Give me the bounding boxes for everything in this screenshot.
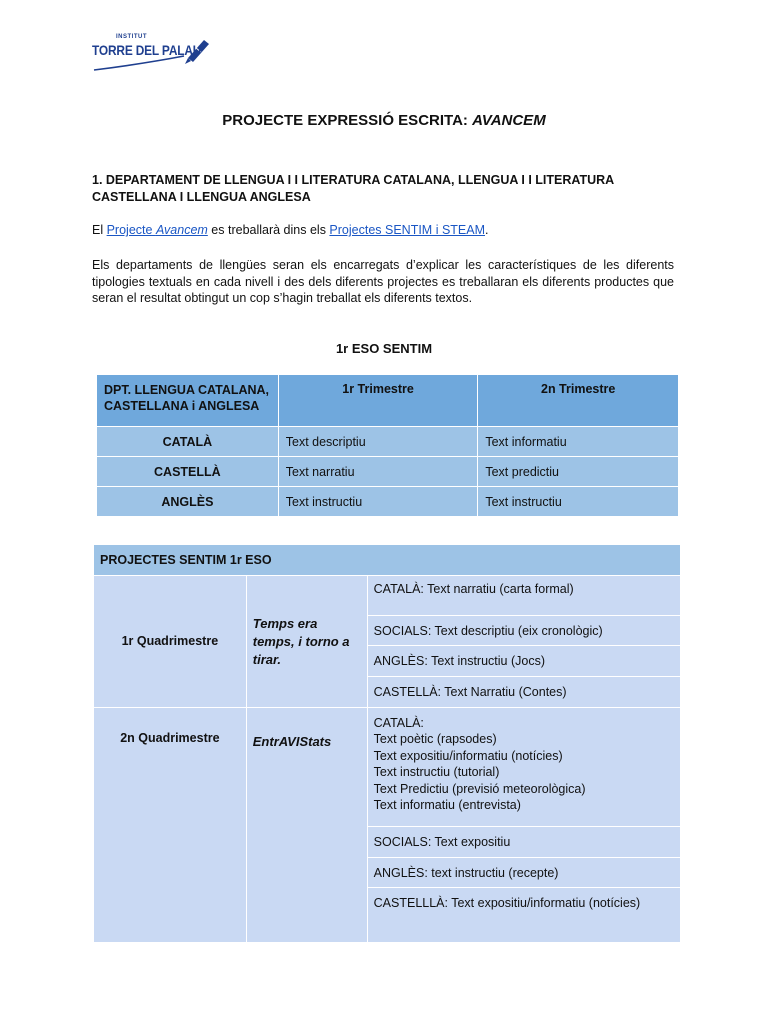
table-row [97, 457, 679, 487]
q1-project-cell [246, 576, 367, 708]
table-row [94, 576, 681, 616]
link1-prefix: Projecte [106, 223, 156, 237]
q1-project: Temps era temps, i torno a tirar. [252, 615, 350, 667]
row-trimestre-2: Text predictiu [478, 457, 679, 487]
table-row [97, 487, 679, 517]
q1-label-cell [94, 576, 247, 708]
q1-label: 1r Quadrimestre [121, 633, 219, 648]
logo-name-text: TORRE DEL PALAU [92, 42, 202, 58]
title-prefix: PROJECTE EXPRESSIÓ ESCRITA: [222, 112, 473, 129]
logo-institut-text: INSTITUT [116, 34, 147, 40]
row-language: ANGLÈS [97, 487, 279, 517]
intro-text-2: es treballarà dins els [207, 223, 330, 237]
intro-paragraph [92, 222, 682, 239]
section-heading: 1. DEPARTAMENT DE LLENGUA I I LITERATURA CATALANA, LLENGUA I I LITERATURA CASTELLANA I LLENGUA ANGLESA [92, 173, 614, 204]
q2-item: SOCIALS: Text expositiu [367, 827, 680, 858]
page-title [0, 112, 768, 129]
row-language: CASTELLÀ [97, 457, 279, 487]
projectes-header: PROJECTES SENTIM 1r ESO [94, 545, 681, 576]
projecte-avancem-link[interactable] [107, 223, 208, 237]
row-trimestre-2: Text informatiu [478, 427, 679, 457]
link1-italic: Avancem [155, 223, 208, 237]
q2-project: EntrAVIStats [252, 734, 332, 749]
trimestre-table [96, 374, 679, 517]
school-logo [92, 34, 212, 74]
q2-catala-cell [367, 708, 680, 827]
q1-item: CATALÀ: Text narratiu (carta formal) [367, 576, 680, 616]
row-language: CATALÀ [97, 427, 279, 457]
q2-catala-line: Text poètic (rapsodes) [373, 732, 497, 747]
header-trimestre-1: 1r Trimestre [278, 375, 478, 427]
intro-text-1: El [92, 223, 107, 237]
q2-label-cell [94, 708, 247, 943]
table1-subtitle: 1r ESO SENTIM [335, 341, 433, 356]
q2-item: CASTELLLÀ: Text expositiu/informatiu (notícies) [367, 888, 680, 943]
projectes-sentim-steam-link[interactable]: Projectes SENTIM i STEAM [329, 223, 486, 237]
row-trimestre-2: Text instructiu [478, 487, 679, 517]
q2-catala-line: Text instructiu (tutorial) [373, 765, 500, 780]
table-header-row [97, 375, 679, 427]
header-dept: DPT. LLENGUA CATALANA, CASTELLANA i ANGLESA [97, 375, 279, 427]
row-trimestre-1: Text descriptiu [278, 427, 478, 457]
q2-catala-line: Text informatiu (entrevista) [373, 798, 521, 813]
q1-item: CASTELLÀ: Text Narratiu (Contes) [367, 677, 680, 708]
q1-item: SOCIALS: Text descriptiu (eix cronològic) [367, 616, 680, 646]
q2-label: 2n Quadrimestre [120, 731, 220, 745]
q2-catala-line: Text Predictiu (previsió meteorològica) [373, 781, 586, 796]
intro-text-3: . [485, 223, 489, 237]
header-trimestre-2: 2n Trimestre [478, 375, 679, 427]
q2-catala-line: CATALÀ: [373, 716, 424, 730]
table-row [94, 708, 681, 827]
description-paragraph: Els departaments de llengües seran els encarregats d’explicar les característiques de les diferents tipologies textuals en cada nivell i des dels diferents projectes es treballaran els diferents productes que seran el resultat obtingut un cop s’hagin treballat els diferents textos. [92, 258, 674, 305]
q2-catala-line: Text expositiu/informatiu (notícies) [373, 748, 563, 763]
table-row [97, 427, 679, 457]
q2-project-cell [246, 708, 367, 943]
q2-item: ANGLÈS: text instructiu (recepte) [367, 858, 680, 888]
table-header-row [94, 545, 681, 576]
projectes-sentim-table [93, 544, 681, 943]
row-trimestre-1: Text instructiu [278, 487, 478, 517]
row-trimestre-1: Text narratiu [278, 457, 478, 487]
title-italic: AVANCEM [472, 112, 546, 129]
q1-item: ANGLÈS: Text instructiu (Jocs) [367, 646, 680, 677]
